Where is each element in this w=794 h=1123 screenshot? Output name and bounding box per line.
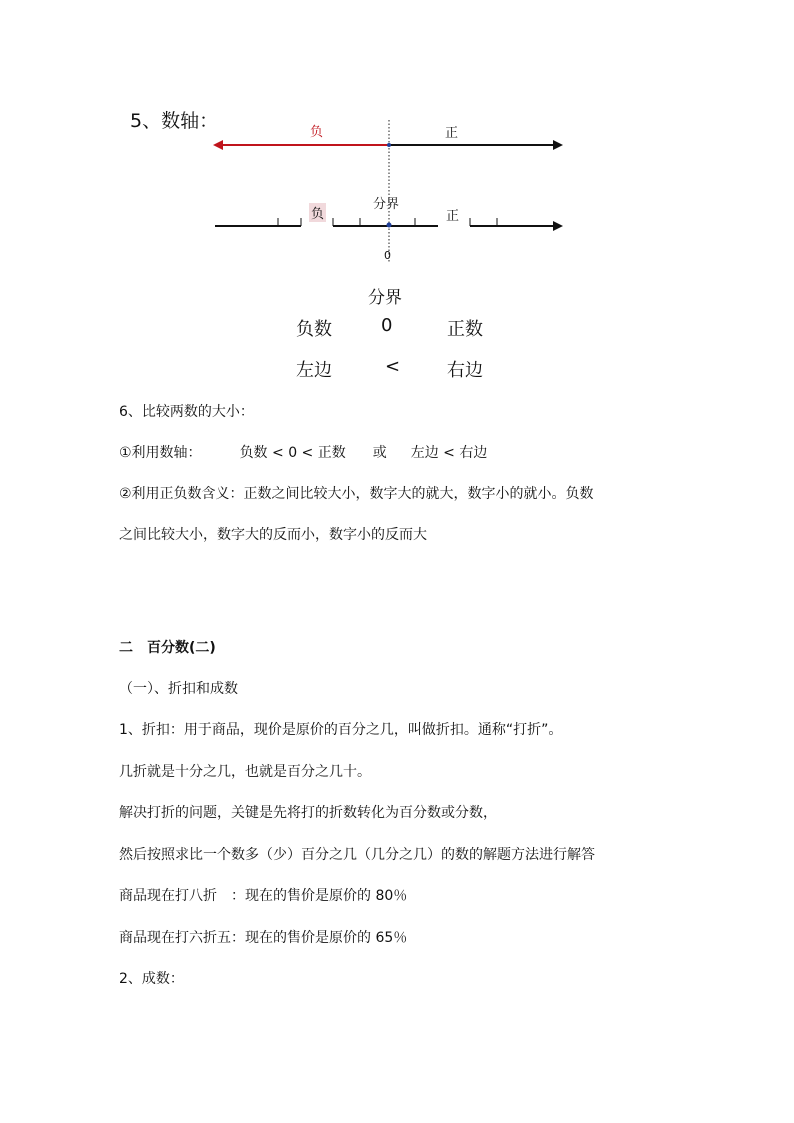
section-6-title: 6、比较两数的大小：: [119, 404, 254, 420]
section-6-item-1: [119, 442, 487, 462]
axis2-origin-point: [387, 223, 392, 228]
summary-boundary-label: 分界: [368, 288, 402, 308]
paragraph-2: 几折就是十分之几，也就是百分之几十。: [119, 764, 371, 780]
paragraph-4: 然后按照求比一个数多（少）百分之几（几分之几）的数的解题方法进行解答: [119, 847, 595, 863]
summary-negative-number: 负数: [296, 319, 332, 340]
section-6-item-2-line-2: 之间比较大小，数字大的反而小，数字小的反而大: [119, 527, 427, 543]
part-2-title: 二 百分数(二): [119, 640, 216, 656]
paragraph-7: 2、成数：: [119, 971, 184, 987]
item-1-expr-1: 负数 < 0 < 正数: [239, 445, 346, 461]
axis1-positive-label: 正: [445, 126, 459, 141]
positive-arrowhead: [553, 140, 563, 150]
item-1-expr-2: 左边 < 右边: [410, 445, 488, 461]
section-5-heading: 5、数轴：: [130, 110, 219, 132]
item-1-label: ①利用数轴：: [119, 445, 202, 461]
negative-arrowhead: [213, 140, 223, 150]
axis2-zero-label: 0: [384, 249, 391, 262]
summary-less-than: <: [385, 356, 401, 377]
axis2-arrowhead: [553, 221, 563, 231]
axis1-origin-point: [387, 143, 391, 147]
axis2-gap-left: [301, 222, 333, 230]
part-2-subtitle: （一）、折扣和成数: [119, 681, 238, 697]
axis2-boundary-label: 分界: [373, 197, 400, 212]
axis1-negative-label: 负: [310, 125, 324, 140]
summary-right-side: 右边: [447, 360, 483, 381]
summary-positive-number: 正数: [447, 319, 483, 340]
axis2-positive-label: 正: [446, 209, 460, 224]
summary-left-side: 左边: [296, 360, 332, 381]
paragraph-6: 商品现在打六折五：现在的售价是原价的 65％: [119, 930, 408, 946]
section-6-item-2-line-1: ②利用正负数含义：正数之间比较大小，数字大的就大，数字小的就小。负数: [119, 486, 594, 502]
paragraph-3: 解决打折的问题，关键是先将打的折数转化为百分数或分数，: [119, 805, 497, 821]
paragraph-5: 商品现在打八折 ：现在的售价是原价的 80％: [119, 888, 408, 904]
item-1-or: 或: [372, 445, 387, 461]
paragraph-1: 1、折扣：用于商品，现价是原价的百分之几，叫做折扣。通称“打折”。: [119, 722, 563, 738]
axis2-negative-label: 负: [309, 203, 326, 222]
summary-zero: 0: [381, 315, 393, 336]
